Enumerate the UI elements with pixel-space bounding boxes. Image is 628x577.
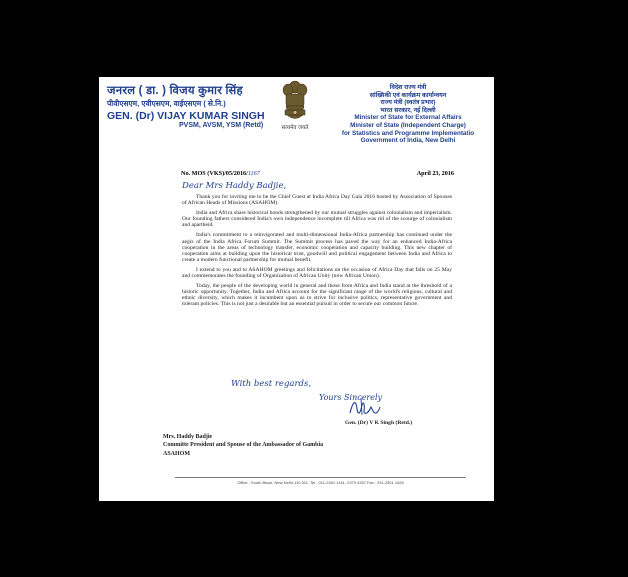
closing-handwritten: With best regards,	[231, 379, 312, 389]
honours-hindi: पीवीएसएम, एवीएसएम, वाईएसएम ( से.नि.)	[107, 99, 226, 108]
title-english-line: Government of India, New Delhi	[360, 137, 456, 145]
title-hindi-line: भारत सरकार, नई दिल्ली	[380, 106, 436, 114]
body-paragraph: I extend to you and to ASAHOM greetings and felicitations on the occasion of Africa Day that falls on 25 May and commemorates the founding of Organization of African Unity (now African Union).	[182, 266, 452, 280]
recipient-position: Committe President and Spouse of the Ambassador of Gambia	[163, 442, 324, 449]
title-hindi-line: विदेश राज्य मंत्री	[389, 84, 427, 91]
recipient-name: Mrs. Haddy Badjie	[163, 434, 213, 440]
body-paragraph: Today, the people of the developing world in general and those from Africa and India stand at the threshold of a historic opportunity. Together, India and Africa account for the significant range of the world's religious, cultural and ethnic diversity, which makes it incumbent upon us to strive for inclusive politics, representative government and tolerant policies. This is not just a desirable but an essential pursuit in order to secure our common future.	[182, 283, 452, 308]
letter-page	[99, 77, 494, 501]
signatory-name: Gen. (Dr) V K Singh (Retd.)	[345, 420, 413, 426]
letter-date: April 23, 2016	[416, 170, 454, 177]
body-paragraph: India's commitment to a reinvigorated and multi-dimensional India-Africa partnership has continued under the aegis of the India Africa Forum Summit. The Summit process has paved the way for an enhanced India-Africa cooperation in the areas of technology transfer, economic cooperation and capacity building. This new chapter of cooperation aims at building upon the historical trust, goodwill and political engagement between India and Africa to create a modern functional partnership for mutual benefit.	[182, 232, 452, 263]
reference-handwritten: 1167	[247, 170, 260, 177]
footer-address: Office : South Block, New Delhi-110 011, Tel : 011-2301 1141, 2379 4337 Fax : 011-2301 1425	[237, 480, 404, 485]
title-english-line: Minister of State (Independent Charge)	[350, 121, 466, 129]
yours-handwritten: Yours Sincerely	[319, 393, 383, 402]
national-emblem	[276, 79, 314, 131]
recipient-block	[163, 433, 323, 458]
salutation: Dear Mrs Haddy Badjie,	[182, 181, 287, 191]
letterhead-name-block	[107, 83, 265, 129]
title-hindi-line: सांख्यिकी एवं कार्यक्रम कार्यान्वयन	[369, 91, 447, 99]
letter-body	[182, 194, 452, 312]
footer-divider	[175, 477, 466, 478]
signature-icon	[347, 395, 387, 419]
body-paragraph: India and Africa share historical bonds strengthened by our mutual struggles against colonialism and imperialism. Our founding fathers considered India's own independence incomplete till Africa was rid of the scourge of colonialism and apartheid.	[182, 210, 452, 229]
honours-english: PVSM, AVSM, YSM (Retd)	[179, 122, 264, 129]
letterhead-title-block	[328, 84, 488, 145]
emblem-motto: सत्यमेव जयते	[281, 125, 309, 131]
name-hindi: जनरल ( डा. ) विजय कुमार सिंह	[107, 85, 243, 97]
body-paragraph: Thank you for inviting me to be the Chief Guest at India Africa Day Gala 2016 hosted by Association of Spouses of African Heads of Missions (ASAHOM).	[182, 194, 452, 207]
reference-row	[181, 170, 454, 177]
title-hindi-line: राज्य मंत्री (स्वतंत्र प्रभार)	[380, 99, 436, 107]
title-english-line: Minister of State for External Affairs	[354, 114, 462, 122]
name-english: GEN. (Dr) VIJAY KUMAR SINGH	[107, 110, 265, 122]
reference-number: No. MOS (VKS)/05/2016/	[181, 170, 248, 177]
recipient-org: ASAHOM	[163, 450, 190, 457]
title-english-line: for Statistics and Programme Implementatio	[341, 129, 475, 137]
lion-capital-icon	[280, 79, 310, 123]
